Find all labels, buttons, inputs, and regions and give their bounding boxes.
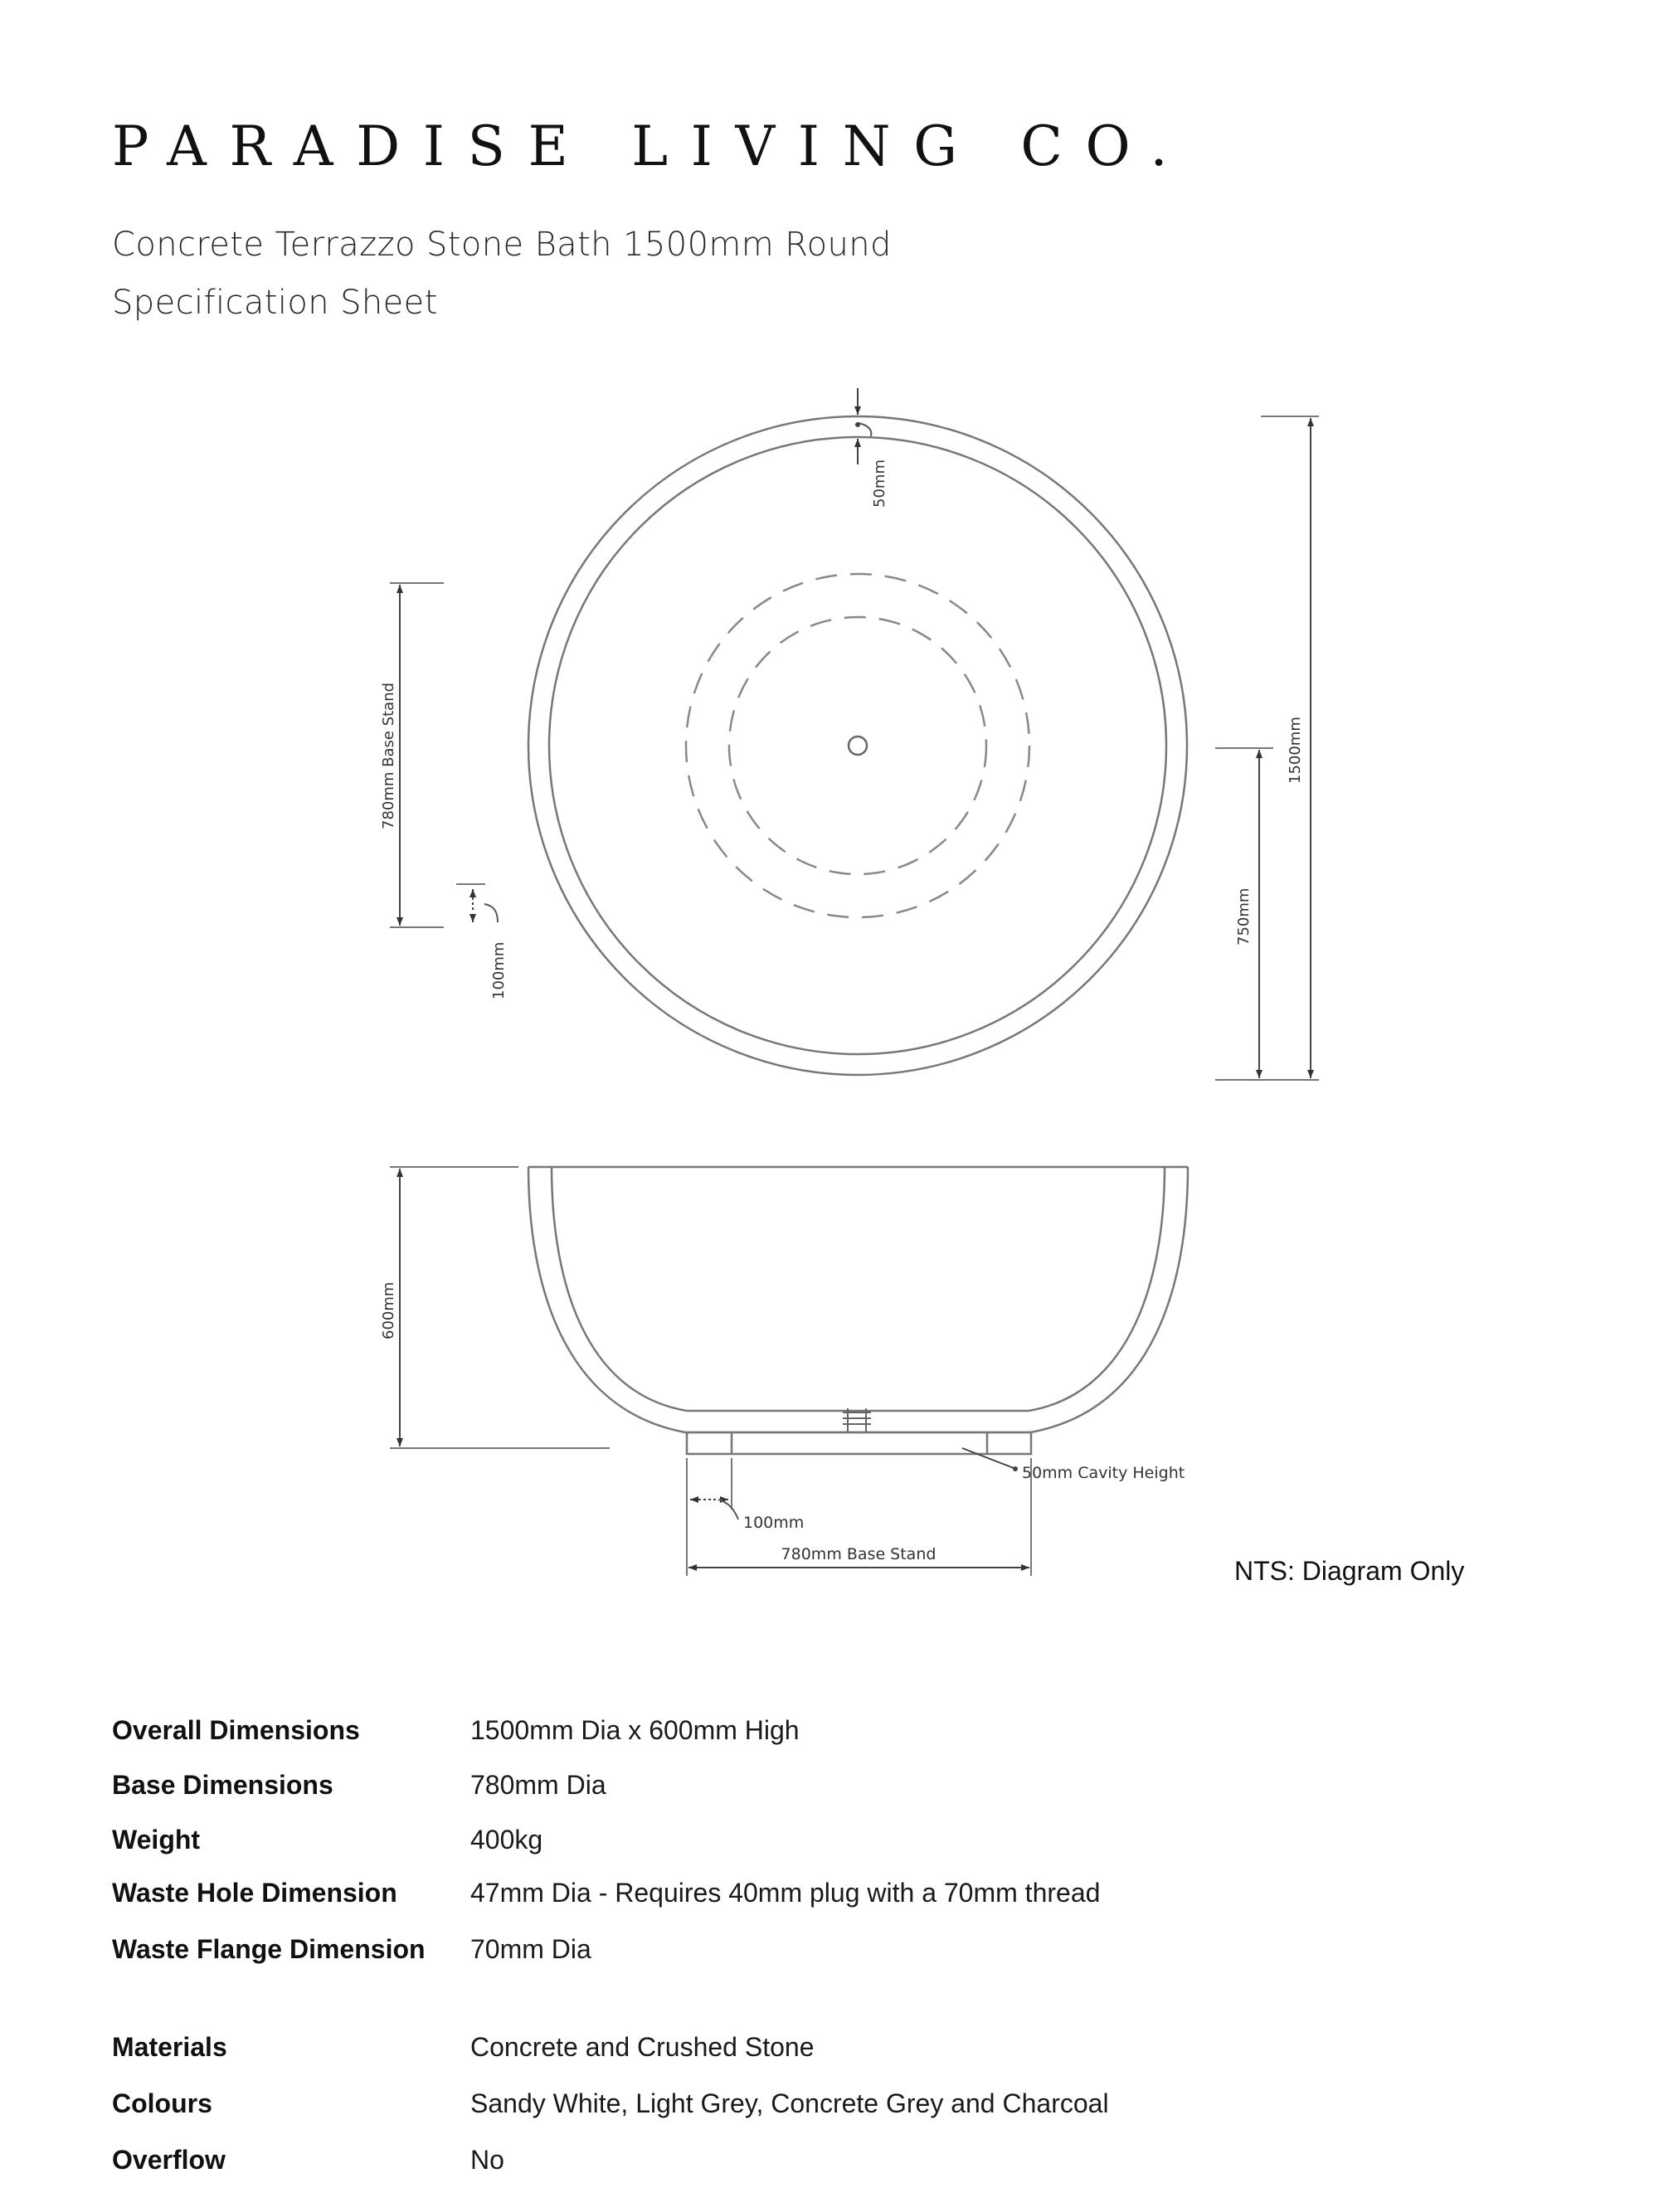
spec-value: 780mm Dia: [470, 1770, 606, 1800]
label-inset-100-vertical: 100mm: [490, 941, 508, 999]
label-rim-50: 50mm: [871, 459, 888, 508]
spec-row-waste-flange-dimension: [112, 1934, 1605, 1971]
base-inset-outline-dashed: [729, 617, 986, 874]
spec-label: Overflow: [112, 2145, 226, 2175]
bath-inner-profile: [552, 1167, 1165, 1411]
dimension-height-600: [390, 1167, 610, 1448]
label-inset-100-horizontal: 100mm: [743, 1514, 805, 1532]
spec-value: Sandy White, Light Grey, Concrete Grey and Charcoal: [470, 2088, 1109, 2118]
label-half-750: 750mm: [1235, 887, 1253, 946]
spec-value: Concrete and Crushed Stone: [470, 2032, 815, 2062]
spec-label: Base Dimensions: [112, 1770, 333, 1800]
base-stand-outline-dashed: [686, 574, 1029, 917]
spec-label: Overall Dimensions: [112, 1715, 360, 1745]
bath-outer-rim: [528, 416, 1187, 1075]
spec-value: 1500mm Dia x 600mm High: [470, 1715, 800, 1745]
waste-hole: [849, 737, 867, 755]
spec-label: Waste Hole Dimension: [112, 1878, 397, 1908]
bath-inner-rim: [549, 437, 1166, 1054]
spec-row-base-dimensions: [112, 1770, 1605, 1806]
spec-value: 400kg: [470, 1825, 543, 1855]
spec-label: Waste Flange Dimension: [112, 1934, 426, 1964]
spec-label: Materials: [112, 2032, 227, 2062]
label-base-stand-780-vertical: 780mm Base Stand: [380, 682, 397, 829]
plan-view: [528, 416, 1187, 1075]
spec-row-overall-dimensions: [112, 1715, 1605, 1752]
spec-row-overflow: [112, 2145, 1605, 2181]
spec-row-weight: [112, 1825, 1605, 1861]
dimension-inset-100-vertical: [456, 884, 498, 922]
spec-row-waste-hole-dimension: [112, 1878, 1605, 1914]
spec-value: No: [470, 2145, 504, 2175]
label-overall-1500: 1500mm: [1287, 717, 1304, 784]
product-title: Concrete Terrazzo Stone Bath 1500mm Round: [112, 226, 892, 264]
spec-value: 70mm Dia: [470, 1934, 591, 1964]
spec-label: Weight: [112, 1825, 201, 1855]
dimension-base-stand-780-vertical: [390, 583, 444, 927]
label-base-stand-780-horizontal: 780mm Base Stand: [781, 1545, 937, 1563]
diagram-note: NTS: Diagram Only: [1234, 1556, 1465, 1586]
leader-cavity-height: [962, 1448, 1018, 1471]
dimension-rim-50: [855, 388, 871, 464]
label-height-600: 600mm: [380, 1281, 397, 1339]
spec-value: 47mm Dia - Requires 40mm plug with a 70mm thread: [470, 1878, 1101, 1908]
spec-label: Colours: [112, 2088, 212, 2118]
waste-outlet: [843, 1408, 871, 1432]
spec-row-materials: [112, 2032, 1605, 2069]
sheet-title: Specification Sheet: [112, 284, 438, 322]
dimension-inset-100-horizontal: [687, 1458, 738, 1576]
elevation-view: [528, 1167, 1188, 1454]
label-cavity-height: 50mm Cavity Height: [1022, 1464, 1185, 1482]
spec-row-colours: [112, 2088, 1605, 2125]
bath-outer-profile: [528, 1167, 1188, 1432]
base-stand-elevation: [687, 1432, 1031, 1454]
brand-logo-text: PARADISE LIVING CO.: [112, 114, 1191, 178]
